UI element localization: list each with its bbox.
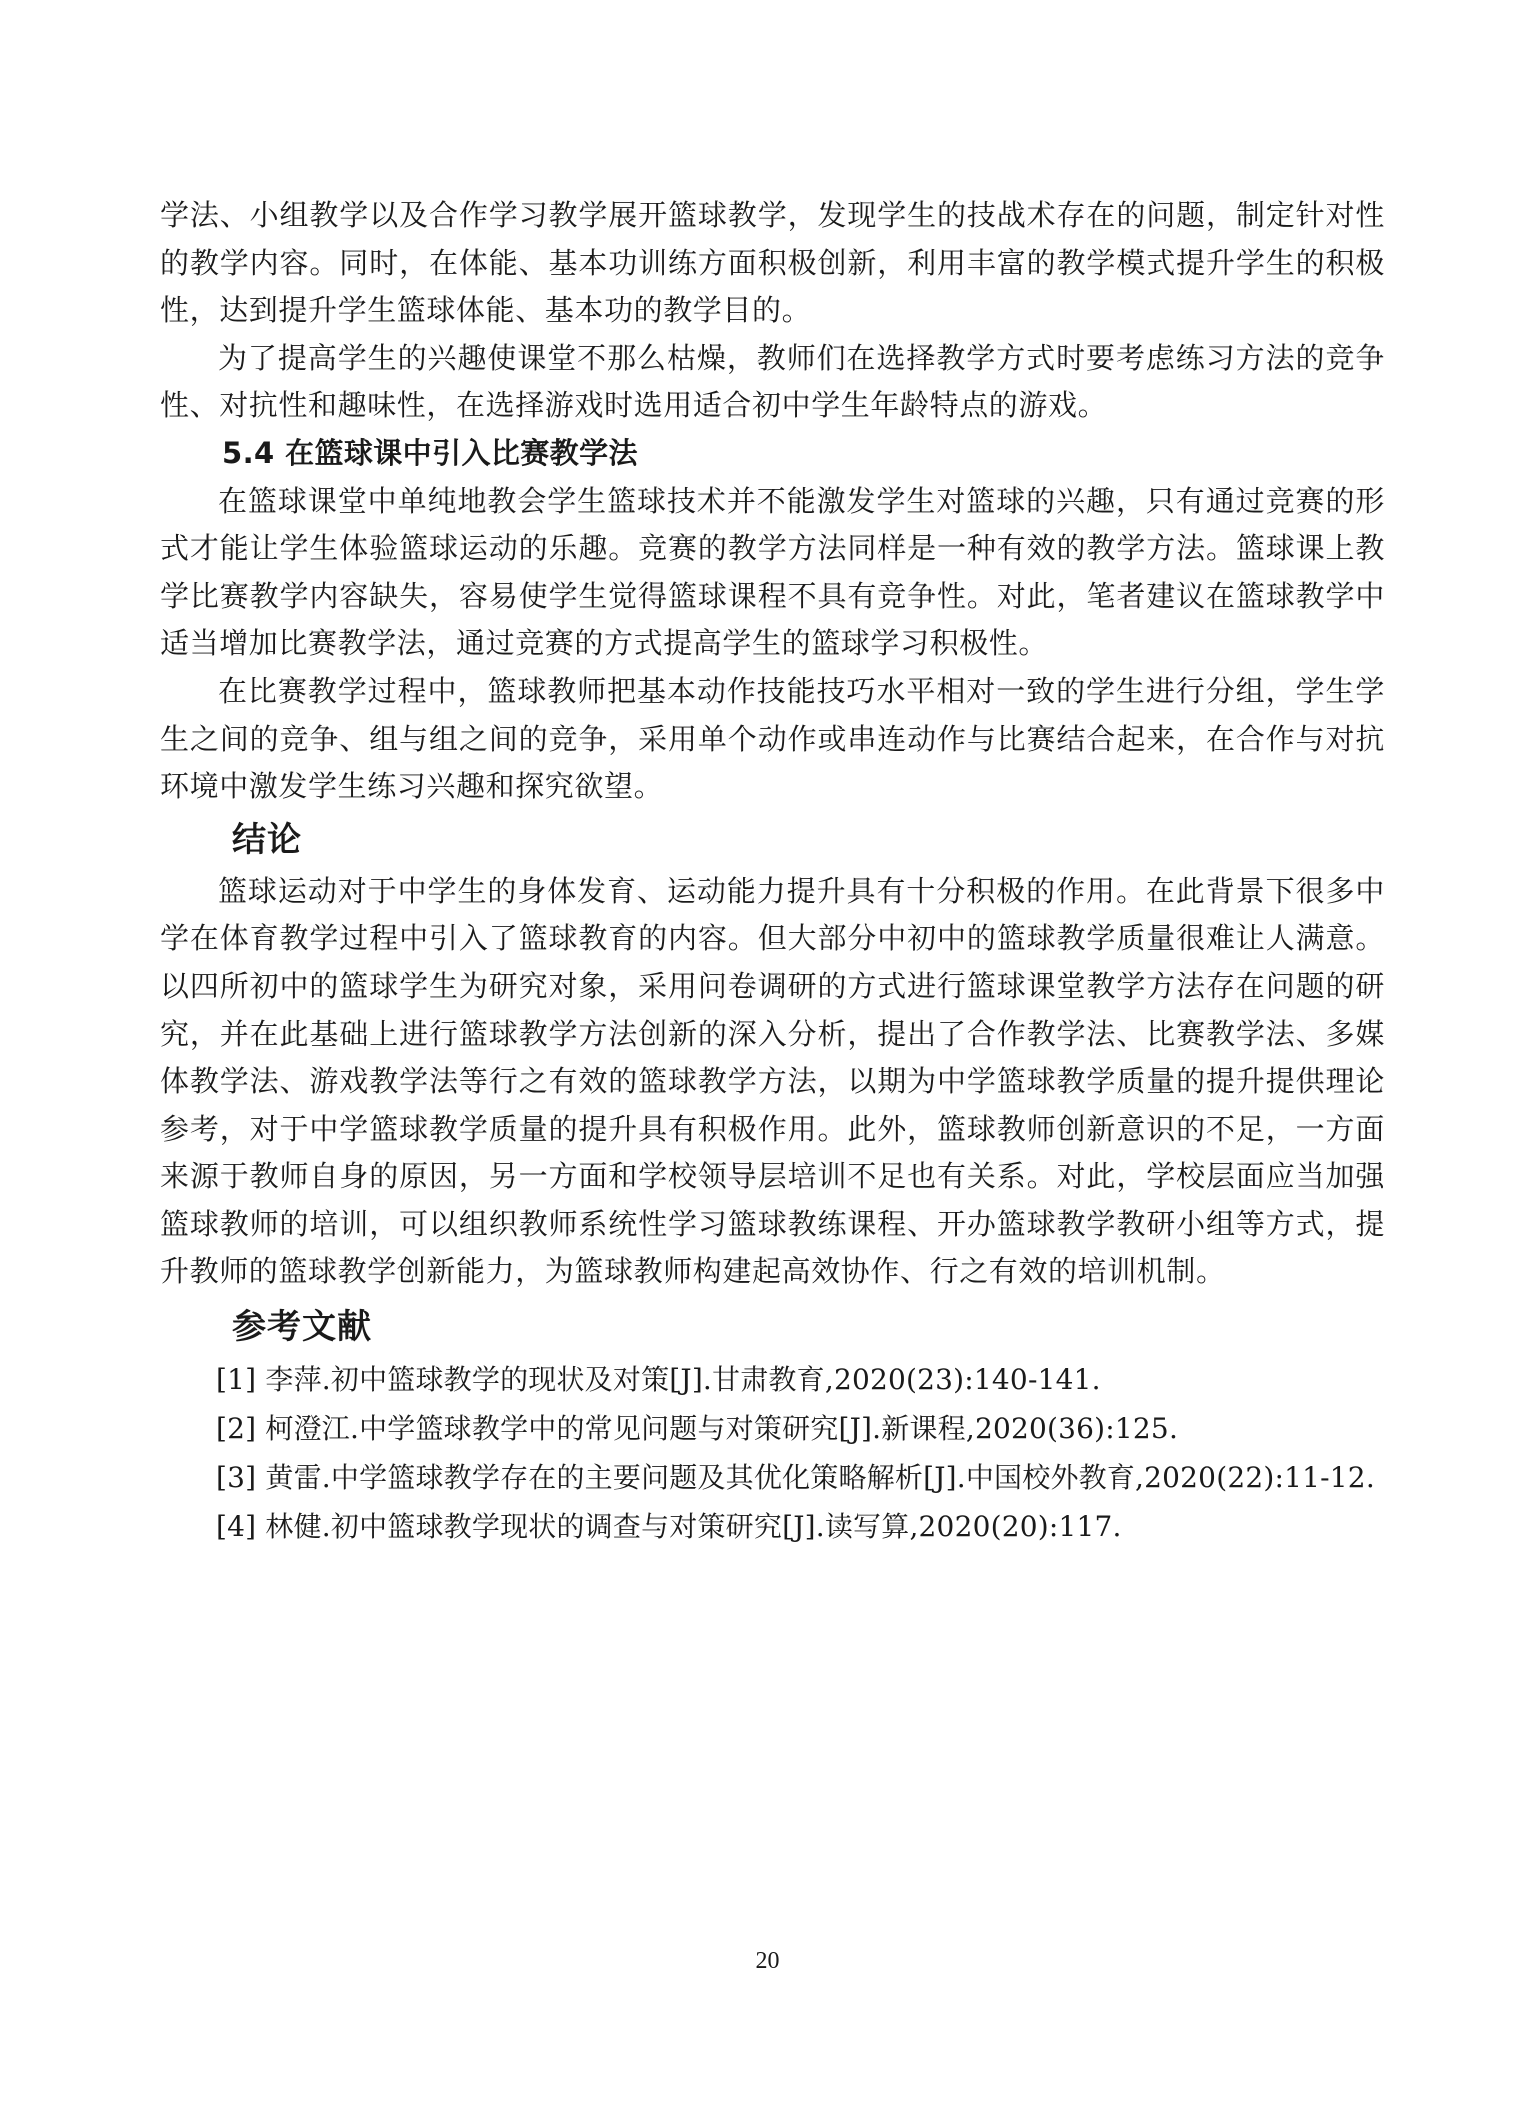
reference-list xyxy=(160,1355,1385,1551)
reference-item: [2] 柯澄江.中学篮球教学中的常见问题与对策研究[J].新课程,2020(36):125. xyxy=(216,1412,1179,1446)
conclusion-heading: 结论 xyxy=(232,819,302,860)
page-content xyxy=(160,192,1385,1551)
conclusion-paragraph: 篮球运动对于中学生的身体发育、运动能力提升具有十分积极的作用。在此背景下很多中学在体育教学过程中引入了篮球教育的内容。但大部分中初中的篮球教学质量很难让人满意。以四所初中的篮球学生为研究对象，采用问卷调研的方式进行篮球课堂教学方法存在问题的研究，并在此基础上进行篮球教学方法创新的深入分析，提出了合作教学法、比赛教学法、多媒体教学法、游戏教学法等行之有效的篮球教学方法，以期为中学篮球教学质量的提升提供理论参考，对于中学篮球教学质量的提升具有积极作用。此外，篮球教师创新意识的不足，一方面来源于教师自身的原因，另一方面和学校领导层培训不足也有关系。对此，学校层面应当加强篮球教师的培训，可以组织教师系统性学习篮球教练课程、开办篮球教学教研小组等方式，提升教师的篮球教学创新能力，为篮球教师构建起高效协作、行之有效的培训机制。 xyxy=(160,873,1385,1289)
body-paragraph: 在比赛教学过程中，篮球教师把基本动作技能技巧水平相对一致的学生进行分组，学生学生之间的竞争、组与组之间的竞争，采用单个动作或串连动作与比赛结合起来，在合作与对抗环境中激发学生练习兴趣和探究欲望。 xyxy=(160,673,1385,804)
section-heading-5-4: 5.4 在篮球课中引入比赛教学法 xyxy=(222,435,638,470)
page-number: 20 xyxy=(755,1948,780,1974)
references-heading: 参考文献 xyxy=(232,1307,372,1348)
reference-item: [3] 黄雷.中学篮球教学存在的主要问题及其优化策略解析[J].中国校外教育,2020(22):11-12. xyxy=(216,1461,1375,1495)
body-paragraph: 为了提高学生的兴趣使课堂不那么枯燥，教师们在选择教学方式时要考虑练习方法的竞争性、对抗性和趣味性，在选择游戏时选用适合初中学生年龄特点的游戏。 xyxy=(160,340,1385,423)
body-paragraph-continued: 学法、小组教学以及合作学习教学展开篮球教学，发现学生的技战术存在的问题，制定针对性的教学内容。同时，在体能、基本功训练方面积极创新，利用丰富的教学模式提升学生的积极性，达到提升学生篮球体能、基本功的教学目的。 xyxy=(160,198,1385,328)
reference-item: [4] 林健.初中篮球教学现状的调查与对策研究[J].读写算,2020(20):117. xyxy=(216,1510,1122,1544)
reference-item: [1] 李萍.初中篮球教学的现状及对策[J].甘肃教育,2020(23):140-141. xyxy=(216,1363,1101,1397)
body-paragraph: 在篮球课堂中单纯地教会学生篮球技术并不能激发学生对篮球的兴趣，只有通过竞赛的形式才能让学生体验篮球运动的乐趣。竞赛的教学方法同样是一种有效的教学方法。篮球课上教学比赛教学内容缺失，容易使学生觉得篮球课程不具有竞争性。对此，笔者建议在篮球教学中适当增加比赛教学法，通过竞赛的方式提高学生的篮球学习积极性。 xyxy=(160,483,1385,661)
